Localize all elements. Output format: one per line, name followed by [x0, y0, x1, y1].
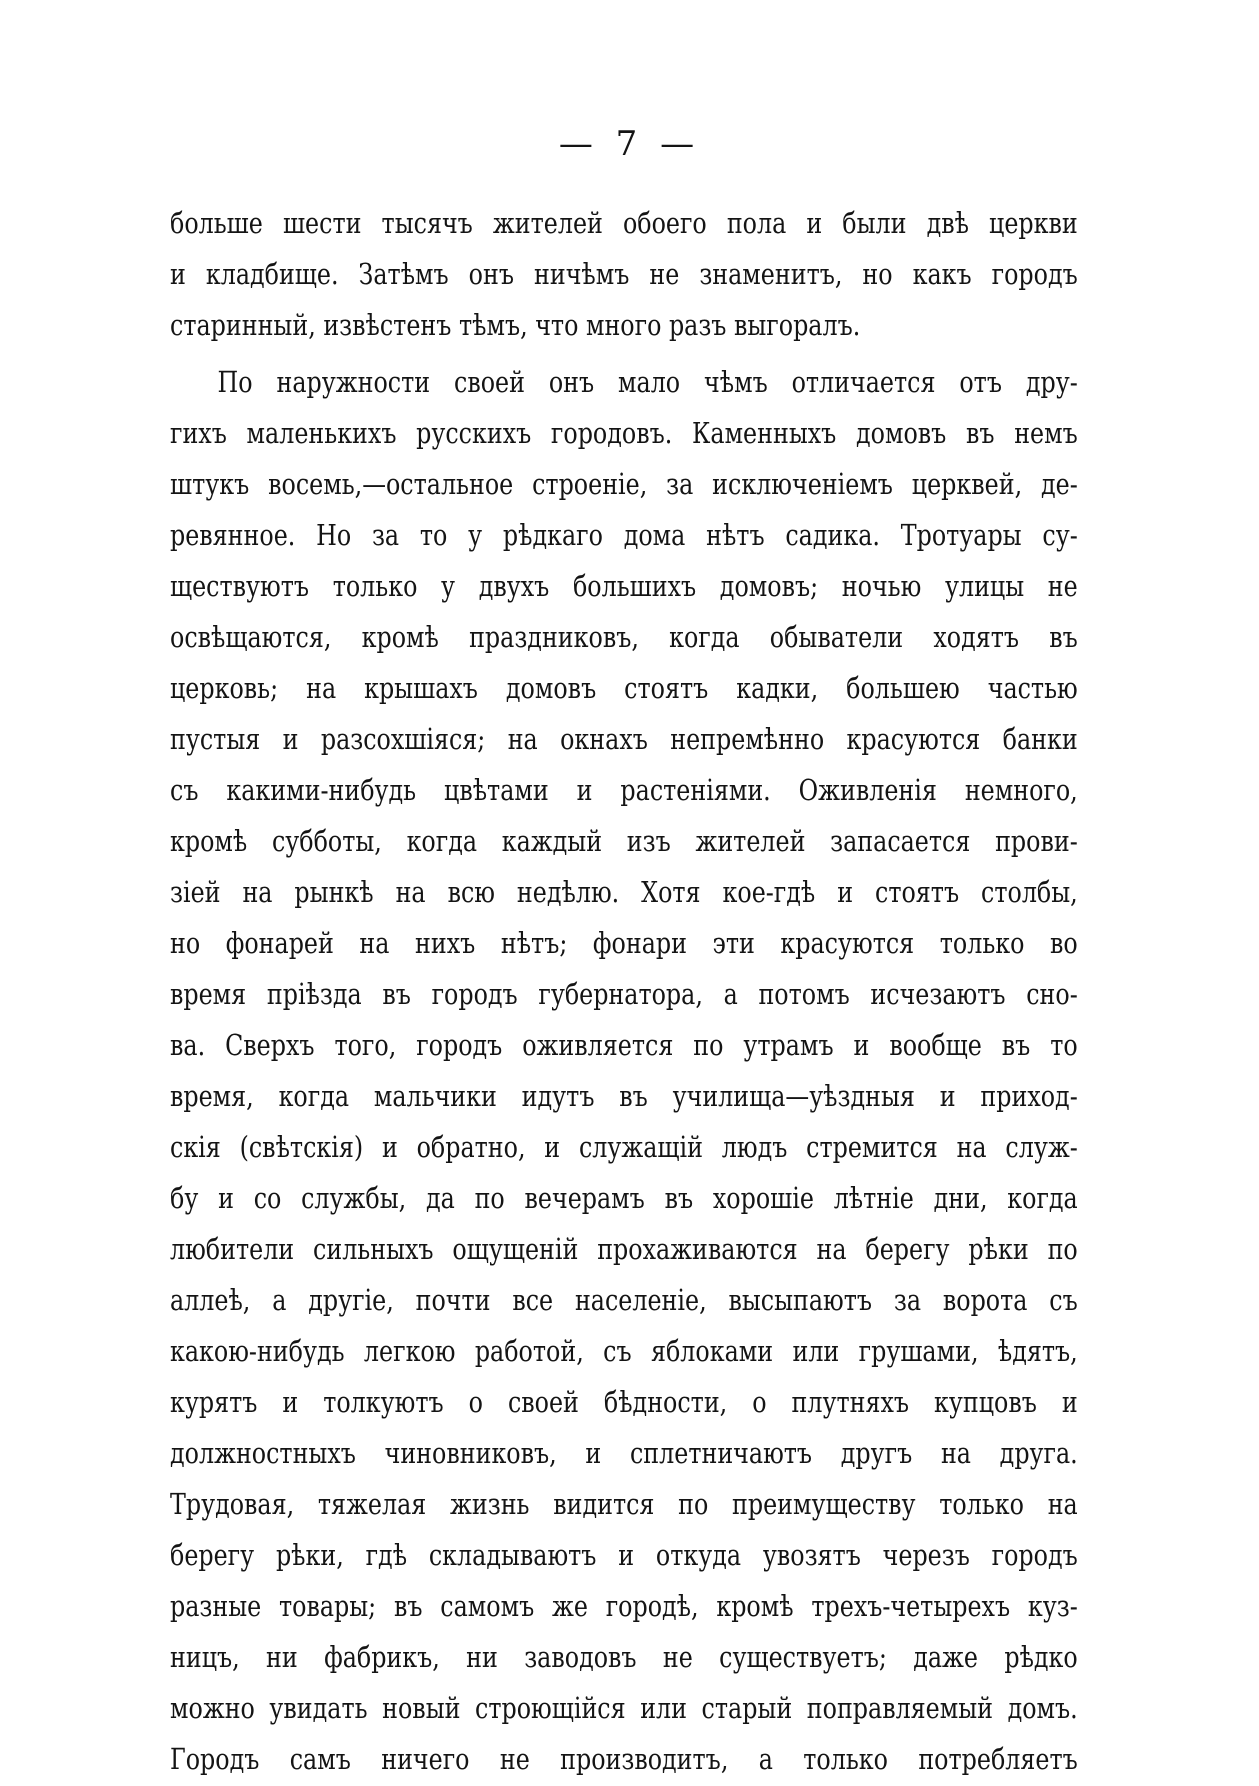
text-line: Городъ самъ ничего не производитъ, а только потребляетъ [170, 1742, 1078, 1776]
text-line: аллеѣ, а другіе, почти все населеніе, высыпаютъ за ворота съ [170, 1283, 1078, 1317]
text-line: Трудовая, тяжелая жизнь видится по преимуществу только на [170, 1487, 1078, 1521]
text-line: съ какими-нибудь цвѣтами и растеніями. Оживленія немного, [170, 773, 1078, 807]
text-line: ницъ, ни фабрикъ, ни заводовъ не существуетъ; даже рѣдко [170, 1640, 1078, 1674]
body-text [170, 198, 1078, 1785]
text-line: бу и со службы, да по вечерамъ въ хорошіе лѣтніе дни, когда [170, 1181, 1078, 1215]
text-line: ва. Сверхъ того, городъ оживляется по утрамъ и вообще въ то [170, 1028, 1078, 1062]
text-line: больше шести тысячъ жителей обоего пола и были двѣ церкви [170, 206, 1078, 240]
text-line: церковь; на крышахъ домовъ стоятъ кадки, большею частью [170, 671, 1078, 705]
text-line: гихъ маленькихъ русскихъ городовъ. Каменныхъ домовъ въ немъ [170, 416, 1078, 450]
text-line: ществуютъ только у двухъ большихъ домовъ; ночью улицы не [170, 569, 1078, 603]
text-line: ревянное. Но за то у рѣдкаго дома нѣтъ садика. Тротуары су- [170, 518, 1078, 552]
text-line: время пріѣзда въ городъ губернатора, а потомъ исчезаютъ сно- [170, 977, 1078, 1011]
paragraph-continuation [170, 198, 1078, 351]
text-line: зіей на рынкѣ на всю недѣлю. Хотя кое-гдѣ и стоятъ столбы, [170, 875, 1078, 909]
text-line: берегу рѣки, гдѣ складываютъ и откуда увозятъ черезъ городъ [170, 1538, 1078, 1572]
text-line: разные товары; въ самомъ же городѣ, кромѣ трехъ-четырехъ куз- [170, 1589, 1078, 1623]
text-line: можно увидать новый строющійся или старый поправляемый домъ. [170, 1691, 1078, 1725]
text-line: освѣщаются, кромѣ праздниковъ, когда обыватели ходятъ въ [170, 620, 1078, 654]
page-number: — 7 — [558, 124, 701, 164]
text-line: курятъ и толкуютъ о своей бѣдности, о плутняхъ купцовъ и [170, 1385, 1078, 1419]
paragraph-town-description [170, 357, 1078, 1785]
text-line: время, когда мальчики идутъ въ училища—уѣздныя и приход- [170, 1079, 1078, 1113]
text-line: должностныхъ чиновниковъ, и сплетничаютъ другъ на друга. [170, 1436, 1078, 1470]
text-line: но фонарей на нихъ нѣтъ; фонари эти красуются только во [170, 926, 1078, 960]
text-line: и кладбище. Затѣмъ онъ ничѣмъ не знаменитъ, но какъ городъ [170, 257, 1078, 291]
text-line: По наружности своей онъ мало чѣмъ отличается отъ дру- [217, 365, 1078, 399]
text-line: любители сильныхъ ощущеній прохаживаются на берегу рѣки по [170, 1232, 1078, 1266]
text-line: какою-нибудь легкою работой, съ яблоками или грушами, ѣдятъ, [170, 1334, 1078, 1368]
text-line: старинный, извѣстенъ тѣмъ, что много разъ выгоралъ. [170, 308, 861, 342]
text-line: кромѣ субботы, когда каждый изъ жителей запасается прови- [170, 824, 1078, 858]
text-line: скія (свѣтскія) и обратно, и служащій людъ стремится на служ- [170, 1130, 1078, 1164]
text-line: штукъ восемь,—остальное строеніе, за исключеніемъ церквей, де- [170, 467, 1078, 501]
text-line: пустыя и разсохшіяся; на окнахъ непремѣнно красуются банки [170, 722, 1078, 756]
